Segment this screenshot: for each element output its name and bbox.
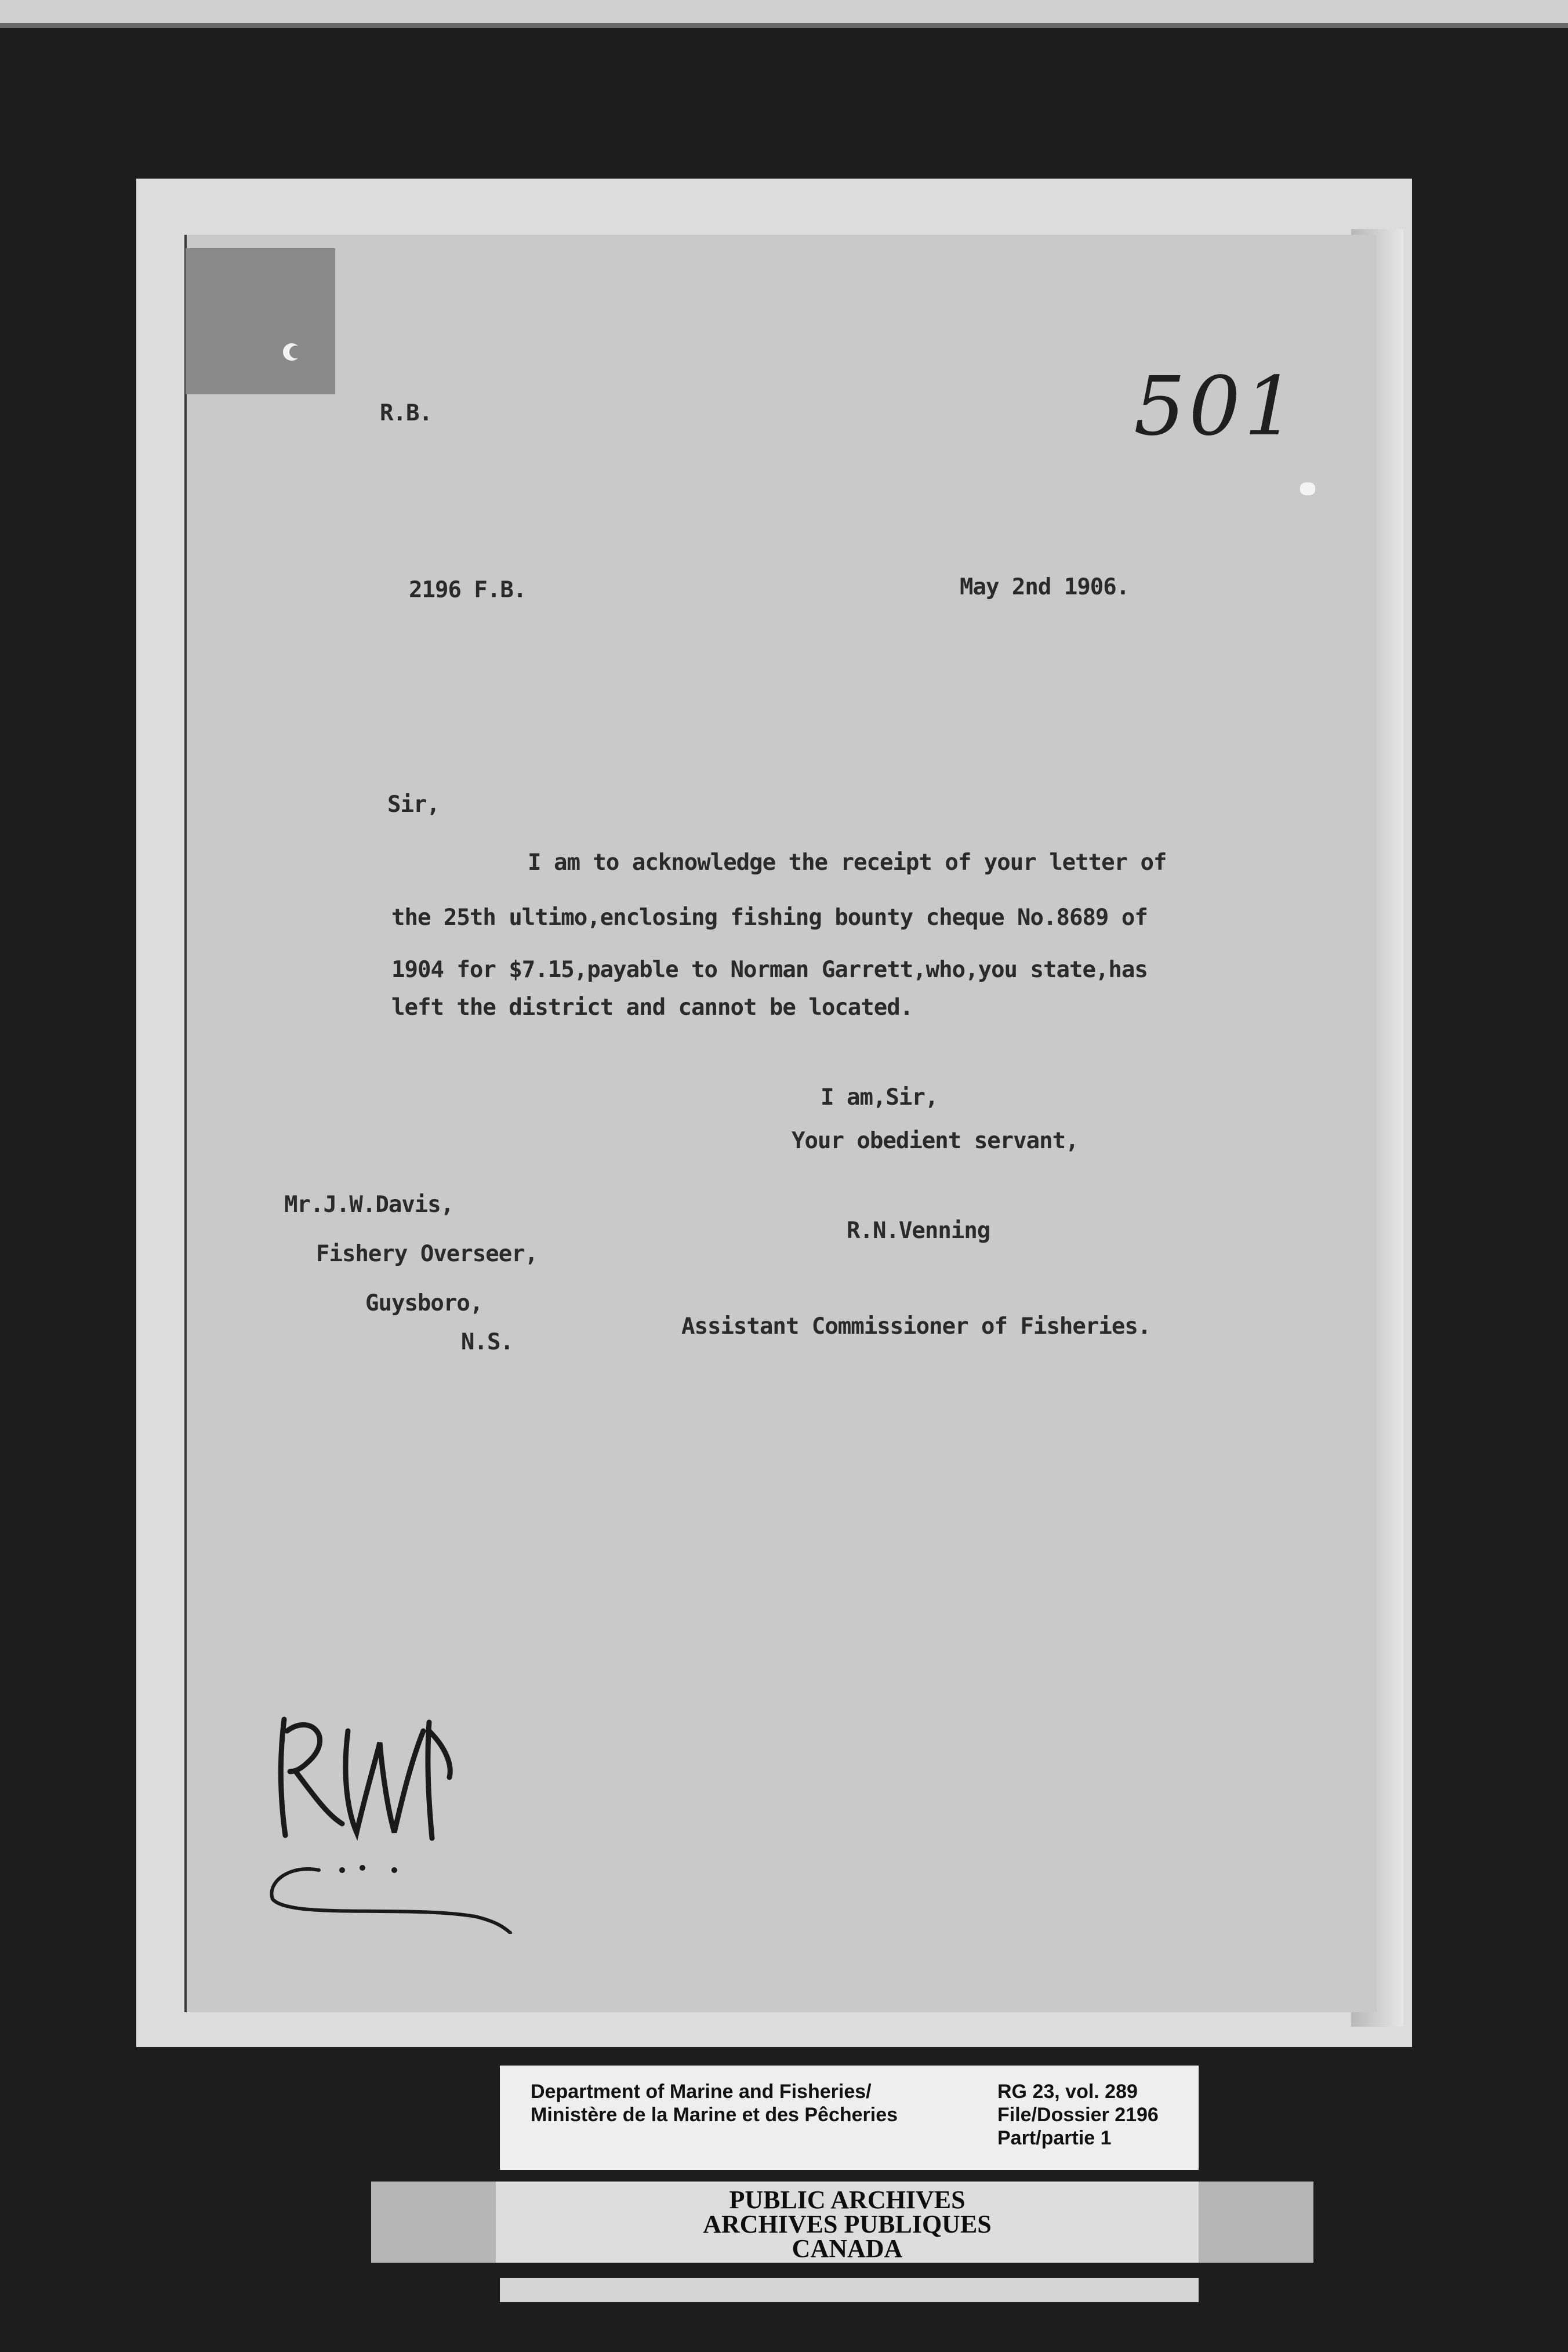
archive-stamp-line1: PUBLIC ARCHIVES: [729, 2186, 966, 2214]
signer-name: R.N.Venning: [847, 1218, 990, 1244]
label-file: File/Dossier 2196: [997, 2104, 1159, 2126]
handwritten-folio-number: 501: [1134, 360, 1300, 454]
addressee-name: Mr.J.W.Davis,: [284, 1192, 454, 1218]
body-line: 1904 for $7.15,payable to Norman Garrett,who,you state,has: [391, 957, 1148, 983]
closing-line: Your obedient servant,: [792, 1128, 1079, 1154]
reference-initials: R.B.: [380, 400, 432, 426]
addressee-title: Fishery Overseer,: [316, 1241, 538, 1267]
salutation: Sir,: [387, 792, 440, 818]
paper-blemish: [1300, 482, 1315, 495]
body-line: the 25th ultimo,enclosing fishing bounty cheque No.8689 of: [391, 905, 1148, 931]
archive-stamp-line2: ARCHIVES PUBLIQUES: [703, 2210, 992, 2238]
label-part: Part/partie 1: [997, 2127, 1112, 2149]
closing-line: I am,Sir,: [821, 1084, 938, 1110]
label-bottom-strip: [500, 2278, 1199, 2302]
letter-date: May 2nd 1906.: [960, 574, 1130, 600]
signer-title: Assistant Commissioner of Fisheries.: [681, 1313, 1151, 1340]
addressee-place: Guysboro,: [365, 1290, 483, 1316]
file-number: 2196 F.B.: [409, 577, 527, 603]
label-record-group: RG 23, vol. 289: [997, 2081, 1138, 2103]
punch-hole-inner: [289, 346, 302, 358]
archive-stamp-line3: CANADA: [792, 2234, 903, 2263]
addressee-province: N.S.: [461, 1329, 513, 1355]
handwritten-initials-signature: [255, 1696, 603, 1934]
label-department-en: Department of Marine and Fisheries/: [531, 2081, 872, 2103]
scan-top-edge-line: [0, 23, 1568, 28]
label-department-fr: Ministère de la Marine et des Pêcheries: [531, 2104, 898, 2126]
body-line: left the district and cannot be located.: [391, 994, 913, 1021]
body-line: I am to acknowledge the receipt of your letter of: [528, 850, 1167, 876]
corner-stamp-patch: [186, 248, 335, 394]
